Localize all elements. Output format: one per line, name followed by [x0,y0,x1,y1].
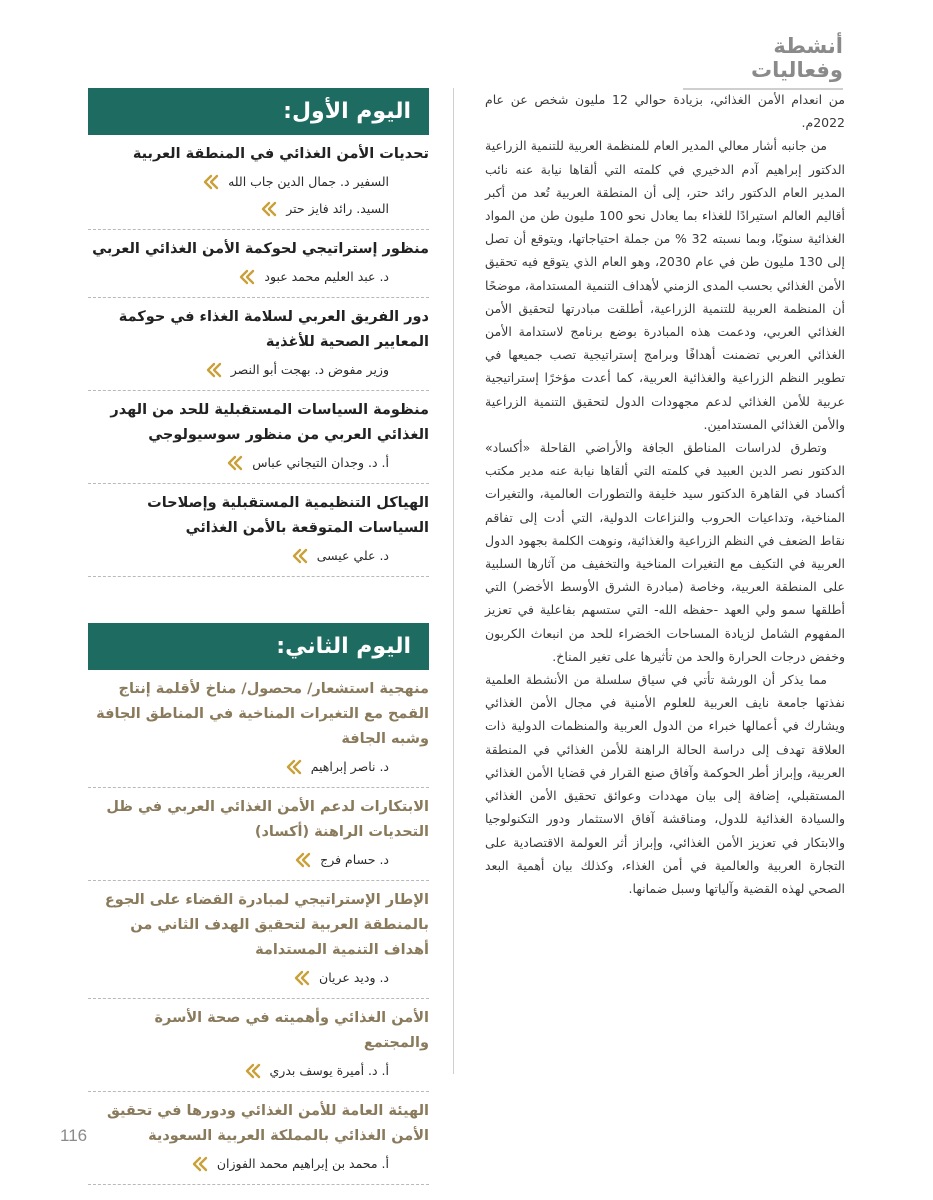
speaker-row [88,265,429,289]
speaker-name: د. ناصر إبراهيم [310,759,389,774]
session-item [88,484,429,577]
double-chevron-left-icon [260,201,278,217]
speaker-row [88,1059,429,1083]
speaker-name: أ. د. وجدان التيجاني عباس [252,455,389,470]
speaker-row [88,170,429,194]
session-item [88,788,429,881]
session-item [88,135,429,230]
day-one-sessions [88,135,429,577]
double-chevron-left-icon [291,548,309,564]
speaker-row [88,197,429,221]
session-item [88,1092,429,1185]
speaker-row [88,966,429,990]
speaker-name: السفير د. جمال الدين جاب الله [228,174,389,189]
speaker-row [88,451,429,475]
section-header: أنشطة وفعاليات [683,34,843,90]
speaker-row [88,544,429,568]
day-one-heading: اليوم الأول: [88,88,429,135]
session-item [88,670,429,788]
session-title: الابتكارات لدعم الأمن الغذائي العربي في ظل التحديات الراهنة (أكساد) [106,799,429,840]
column-divider [453,88,454,1074]
session-title: الإطار الإستراتيجي لمبادرة القضاء على الجوع بالمنطقة العربية لتحقيق الهدف الثاني من أهداف التنمية المستدامة [104,892,429,958]
session-item [88,999,429,1092]
session-title: دور الفريق العربي لسلامة الغذاء في حوكمة المعايير الصحية للأغذية [118,309,429,350]
session-item [88,391,429,484]
double-chevron-left-icon [205,362,223,378]
session-title: تحديات الأمن الغذائي في المنطقة العربية [132,146,429,162]
speaker-name: د. عبد العليم محمد عبود [264,269,389,284]
speaker-row [88,1152,429,1176]
double-chevron-left-icon [226,455,244,471]
session-item [88,230,429,298]
speaker-name: د. وديد عريان [319,970,389,985]
session-item [88,881,429,999]
double-chevron-left-icon [244,1063,262,1079]
speaker-name: د. علي عيسى [316,548,389,563]
speaker-name: السيد. رائد فايز حتر [286,201,389,216]
double-chevron-left-icon [191,1156,209,1172]
speaker-row [88,358,429,382]
speaker-name: وزير مفوض د. بهجت أبو النصر [230,362,389,377]
page-number: 116 [60,1126,88,1145]
session-item [88,298,429,391]
double-chevron-left-icon [293,970,311,986]
double-chevron-left-icon [285,759,303,775]
session-title: منظور إستراتيجي لحوكمة الأمن الغذائي العربي [92,241,429,257]
session-title: منظومة السياسات المستقبلية للحد من الهدر الغذائي العربي من منظور سوسيولوجي [110,402,429,443]
article-paragraph: من انعدام الأمن الغذائي، بزيادة حوالي 12 مليون شخص عن عام 2022م. [485,92,845,131]
day-two-sessions [88,670,429,1185]
article-paragraph: من جانبه أشار معالي المدير العام للمنظمة العربية للتنمية الزراعية الدكتور إبراهيم آدم الدخيري في كلمته التي ألقاها نيابة عنه نائب المدير العام الدكتور رائد حتر، إلى أن المنطقة العربية تُعد من أكبر أقاليم العالم استيرادًا للغذاء بما يعادل نحو 100 مليون طن من المواد الغذائية سنويًا، وبما نسبته 32 % من جملة احتياجاتها، ويتوقع أن تصل إلى 130 مليون طن في عام 2030، وهو العام الذي يتوقع فيه تحقيق الأمن الغذائي بحسب المدى الزمني لأهداف التنمية المستدامة، موضحًا أن المنظمة العربية للتنمية الزراعية، أطلقت مبادرتها لتحقيق الأمن الغذائي العربي، ودعمت هذه المبادرة بوضع برنامج لاستدامة الأمن الغذائي العربي تضمنت أهدافًا وبرامج إستراتيجية تصب جميعها في تطوير النظم الزراعية والغذائية العربية، كما أعدت مؤخرًا إستراتيجية عربية للأمن الغذائي لدعم مجهودات الدول لتحقيق التنمية الزراعية والأمن الغذائي المستدامين. [485,138,845,432]
speaker-row [88,755,429,779]
double-chevron-left-icon [202,174,220,190]
speaker-row [88,848,429,872]
double-chevron-left-icon [294,852,312,868]
program-agenda [88,88,429,1185]
article-paragraph: وتطرق لدراسات المناطق الجافة والأراضي القاحلة «أكساد» الدكتور نصر الدين العبيد في كلمته التي ألقاها نيابة عنه مدير مكتب أكساد في القاهرة الدكتور سيد خليفة والتطورات العالمية، والتغيرات المناخية، وتداعيات الحروب والنزاعات الدولية، التي أدت إلى تفاقم نقاط الضعف في النظم الزراعية والغذائية، ونوهت الكلمة بجهود الدول العربية في التكيف مع التغيرات المناخية والتخفيف من آثارها السلبية على المنطقة العربية، وخاصة (مبادرة الشرق الأوسط الأخضر) التي أطلقها سمو ولي العهد -حفظه الله- التي ستسهم بفاعلية في تعزيز المفهوم الشامل لزيادة المساحات الخضراء للحد من انبعاث الكربون وخفض درجات الحرارة والحد من تأثيرها على تغير المناخ. [485,440,845,664]
session-title: الأمن الغذائي وأهميته في صحة الأسرة والمجتمع [154,1010,429,1051]
speaker-name: أ. محمد بن إبراهيم محمد الفوزان [216,1156,389,1171]
session-title: الهيئة العامة للأمن الغذائي ودورها في تحقيق الأمن الغذائي بالمملكة العربية السعودية [106,1103,429,1144]
speaker-name: د. حسام فرج [320,852,389,867]
session-title: الهياكل التنظيمية المستقبلية وإصلاحات السياسات المتوقعة بالأمن الغذائي [147,495,429,536]
article-paragraph: مما يذكر أن الورشة تأتي في سياق سلسلة من الأنشطة العلمية نفذتها جامعة نايف العربية للعلوم الأمنية في مجال الأمن الغذائي ويشارك في أعمالها خبراء من الدول العربية والمنظمات الدولية ذات العلاقة تهدف إلى دراسة الحالة الراهنة للأمن الغذائي في المنطقة العربية، وإبراز أطر الحوكمة وآفاق صنع القرار في قضايا الأمن الغذائي المستقبلي، إضافة إلى بيان مهددات وعوائق تحقيق الأمن الغذائي والسيادة الغذائية للدول، ومناقشة آفاق الاستثمار ودور التكنولوجيا والابتكار في تعزيز الأمن الغذائي، وإبراز أثر العولمة الاقتصادية على التجارة العربية والعالمية في أمن الغذاء، وكذلك بيان أهمية البعد الصحي لهذه القضية وآلياتها وسبل ضمانها. [485,672,845,896]
session-title: منهجية استشعار/ محصول/ مناخ لأقلمة إنتاج القمح مع التغيرات المناخية في المناطق الجافة وشبه الجافة [96,681,429,747]
day-two-heading: اليوم الثاني: [88,623,429,670]
double-chevron-left-icon [238,269,256,285]
article-body [485,88,845,900]
speaker-name: أ. د. أميرة يوسف بدري [269,1063,389,1078]
